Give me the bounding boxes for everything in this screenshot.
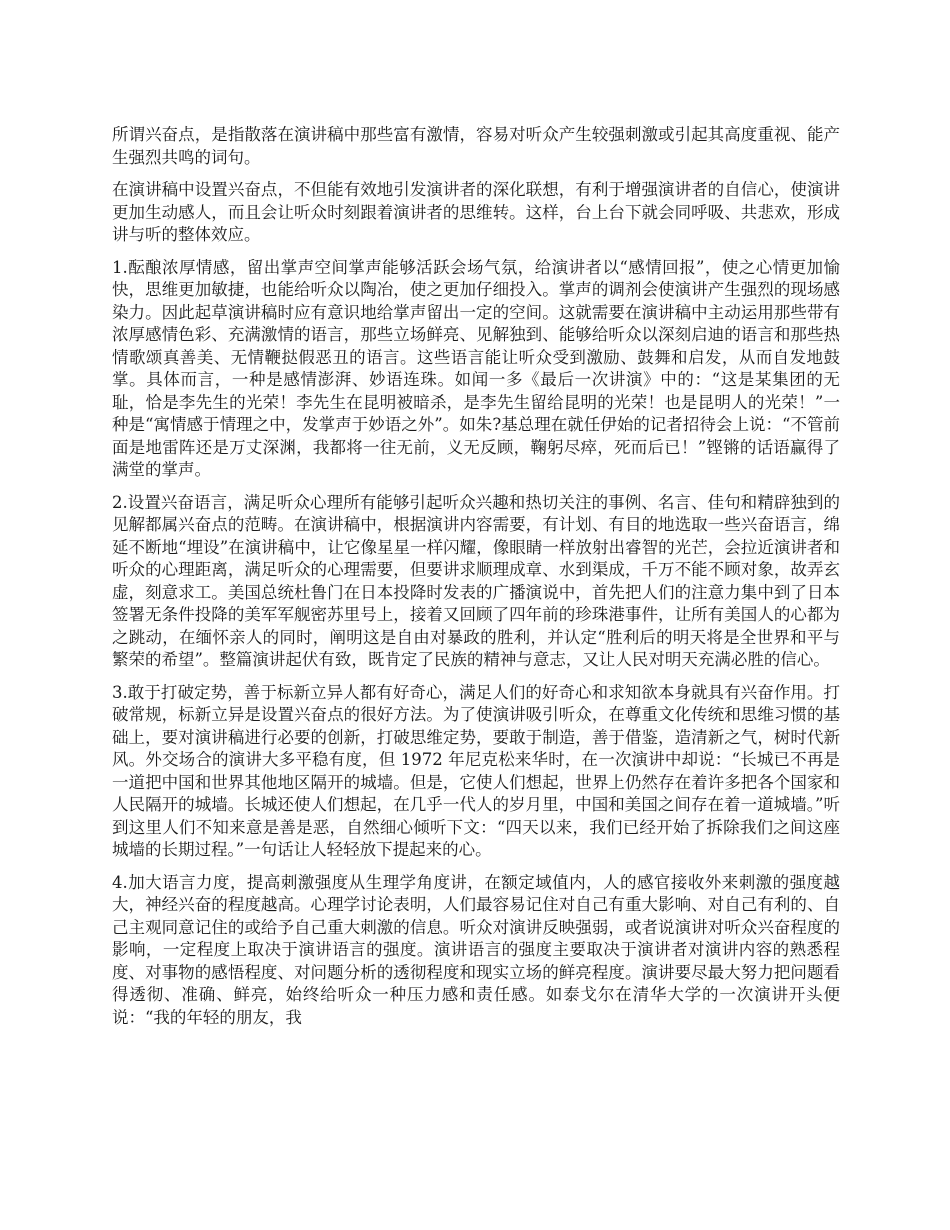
paragraph-intro-definition: 所谓兴奋点，是指散落在演讲稿中那些富有激情，容易对听众产生较强刺激或引起其高度重视、能产生强烈共鸣的词句。 [112,125,840,167]
paragraph-intro-benefits: 在演讲稿中设置兴奋点，不但能有效地引发演讲者的深化联想，有利于增强演讲者的自信心，使演讲更加生动感人，而且会让听众时刻跟着演讲者的思维转。这样，台上台下就会同呼吸、共悲欢，形成讲与听的整体效应。 [112,180,840,244]
document-body [112,124,840,1039]
paragraph-point-4: 4.加大语言力度，提高刺激强度从生理学角度讲，在额定域值内，人的感官接收外来刺激的强度越大，神经兴奋的程度越高。心理学讨论表明，人们最容易记住对自己有重大影响、对自己有利的、自己主观同意记住的或给予自己重大刺激的信息。听众对演讲反映强弱，或者说演讲对听众兴奋程度的影响，一定程度上取决于演讲语言的强度。演讲语言的强度主要取决于演讲者对演讲内容的熟悉程度、对事物的感悟程度、对问题分析的透彻程度和现实立场的鲜亮程度。演讲要尽最大努力把问题看得透彻、准确、鲜亮，始终给听众一种压力感和责任感。如泰戈尔在清华大学的一次演讲开头便说：“我的年轻的朋友，我 [112,872,840,1027]
paragraph-point-2: 2.设置兴奋语言，满足听众心理所有能够引起听众兴趣和热切关注的事例、名言、佳句和精辟独到的见解都属兴奋点的范畴。在演讲稿中，根据演讲内容需要，有计划、有目的地选取一些兴奋语言，绵延不断地“埋设”在演讲稿中，让它像星星一样闪耀，像眼睛一样放射出睿智的光芒，会拉近演讲者和听众的心理距离，满足听众的心理需要，但要讲求顺理成章、水到渠成，千万不能不顾对象，故弄玄虚，刻意求工。美国总统杜鲁门在日本投降时发表的广播演说中，首先把人们的注意力集中到了日本签署无条件投降的美军军舰密苏里号上，接着又回顾了四年前的珍珠港事件，让所有美国人的心都为之跳动，在缅怀亲人的同时，阐明这是自由对暴政的胜利，并认定“胜利后的明天将是全世界和平与繁荣的希望”。整篇演讲起伏有致，既肯定了民族的精神与意志，又让人民对明天充满必胜的信心。 [112,492,840,669]
paragraph-point-1: 1.酝酿浓厚情感，留出掌声空间掌声能够活跃会场气氛，给演讲者以“感情回报”，使之心情更加愉快，思维更加敏捷，也能给听众以陶冶，使之更加仔细投入。掌声的调剂会使演讲产生强烈的现场感染力。因此起草演讲稿时应有意识地给掌声留出一定的空间。这就需要在演讲稿中主动运用那些带有浓厚感情色彩、充满激情的语言，那些立场鲜亮、见解独到、能够给听众以深刻启迪的语言和那些热情歌颂真善美、无情鞭挞假恶丑的语言。这些语言能让听众受到激励、鼓舞和启发，从而自发地鼓掌。具体而言，一种是感情澎湃、妙语连珠。如闻一多《最后一次讲演》中的：“这是某集团的无耻，恰是李先生的光荣！李先生在昆明被暗杀，是李先生留给昆明的光荣！也是昆明人的光荣！”一种是“寓情感于情理之中，发掌声于妙语之外”。如朱?基总理在就任伊始的记者招待会上说：“不管前面是地雷阵还是万丈深渊，我都将一往无前，义无反顾，鞠躬尽瘁，死而后已！”铿锵的话语赢得了满堂的掌声。 [112,257,840,479]
paragraph-point-3: 3.敢于打破定势，善于标新立异人都有好奇心，满足人们的好奇心和求知欲本身就具有兴奋作用。打破常规，标新立异是设置兴奋点的很好方法。为了使演讲吸引听众，在尊重文化传统和思维习惯的基础上，要对演讲稿进行必要的创新，打破思维定势，要敢于制造，善于借鉴，造清新之气，树时代新风。外交场合的演讲大多平稳有度，但 1972 年尼克松来华时，在一次演讲中却说：“长城已不再是一道把中国和世界其他地区隔开的城墙。但是，它使人们想起，世界上仍然存在着许多把各个国家和人民隔开的城墙。长城还使人们想起，在几乎一代人的岁月里，中国和美国之间存在着一道城墙。”听到这里人们不知来意是善是恶，自然细心倾听下文：“四天以来，我们已经开始了拆除我们之间这座城墙的长期过程。”一句话让人轻轻放下提起来的心。 [112,682,840,859]
